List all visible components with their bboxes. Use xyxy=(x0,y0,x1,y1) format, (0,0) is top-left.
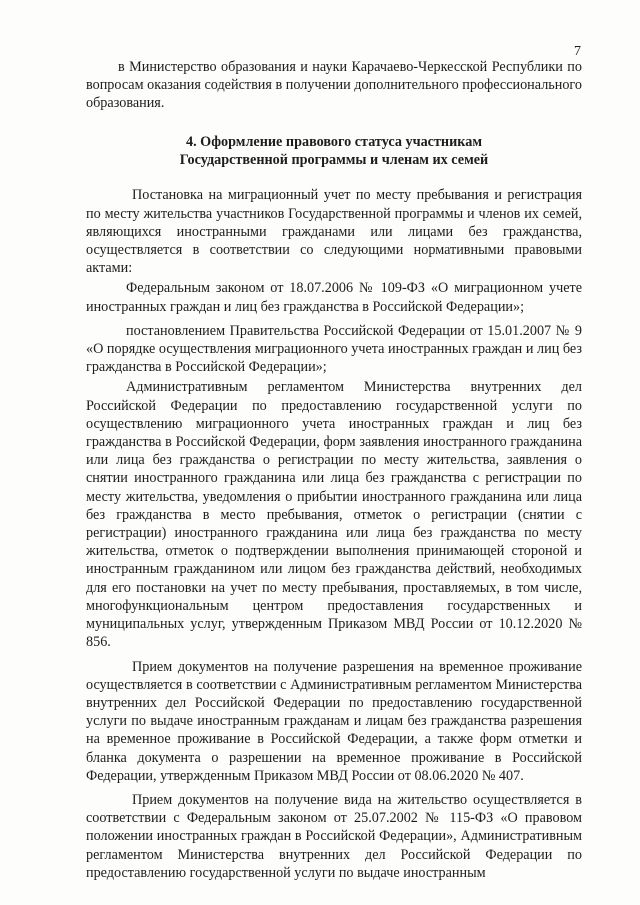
page-number: 7 xyxy=(574,44,581,59)
paragraph-residence-permit: Прием документов на получение вида на жительство осуществляется в соответствии с Федеральным законом от 25.07.2002 № 115-ФЗ «О правовом положении иностранных граждан в Российской Федерации», Административным регламентом Министерства внутренних дел Российской Федерации по предоставлению государственной услуги по выдаче иностранным xyxy=(86,791,582,881)
paragraph-federal-law-109: Федеральным законом от 18.07.2006 № 109-ФЗ «О миграционном учете иностранных граждан и лиц без гражданства в Российской Федерации»; xyxy=(86,280,582,315)
section-heading-line-2: Государственной программы и членам их семей xyxy=(179,152,489,169)
paragraph-temporary-residence: Прием документов на получение разрешения на временное проживание осуществляется в соответствии с Административным регламентом Министерства внутренних дел Российской Федерации по предоставлению государственной услуги по выдаче иностранным гражданам и лицам без гражданства разрешения на временное проживание в Российской Федерации, а также форм отметки и бланка документа о разрешении на временное проживание в Российской Федерации, утвержденным Приказом МВД России от 08.06.2020 № 407. xyxy=(86,658,582,784)
document-body xyxy=(86,58,582,882)
paragraph-government-decree-9: постановлением Правительства Российской Федерации от 15.01.2007 № 9 «О порядке осуществления миграционного учета иностранных граждан и лиц без гражданства в Российской Федерации»; xyxy=(86,322,582,376)
section-heading-line-1: 4. Оформление правового статуса участникам xyxy=(185,133,482,150)
section-heading xyxy=(86,133,582,170)
intro-paragraph: в Министерство образования и науки Карачаево-Черкесской Республики по вопросам оказания содействия в получении дополнительного профессионального образования. xyxy=(86,59,582,112)
paragraph-admin-regulation-856: Административным регламентом Министерства внутренних дел Российской Федерации по предоставлению государственной услуги по осуществлению миграционного учета иностранных граждан и лиц без гражданства в Российской Федерации, форм заявления иностранного гражданина или лица без гражданства о регистрации по месту жительства, заявления о снятии иностранного гражданина или лица без гражданства с регистрации по месту жительства, уведомления о прибытии иностранного гражданина или лица без гражданства в место пребывания, отметок о регистрации (снятии с регистрации) иностранного гражданина или лица без гражданства по месту жительства, отметок о подтверждении выполнения принимающей стороной и иностранным гражданином или лицом без гражданства действий, необходимых для его постановки на учет по месту пребывания, проставляемых, в том числе, многофункциональным центром предоставления государственных и муниципальных услуг, утвержденным Приказом МВД России от 10.12.2020 № 856. xyxy=(86,379,582,651)
paragraph-migration-registration: Постановка на миграционный учет по месту пребывания и регистрация по месту жительства участников Государственной программы и членов их семей, являющихся иностранными гражданами или лицами без гражданства, осуществляется в соответствии со следующими нормативными правовыми актами: xyxy=(86,187,582,277)
